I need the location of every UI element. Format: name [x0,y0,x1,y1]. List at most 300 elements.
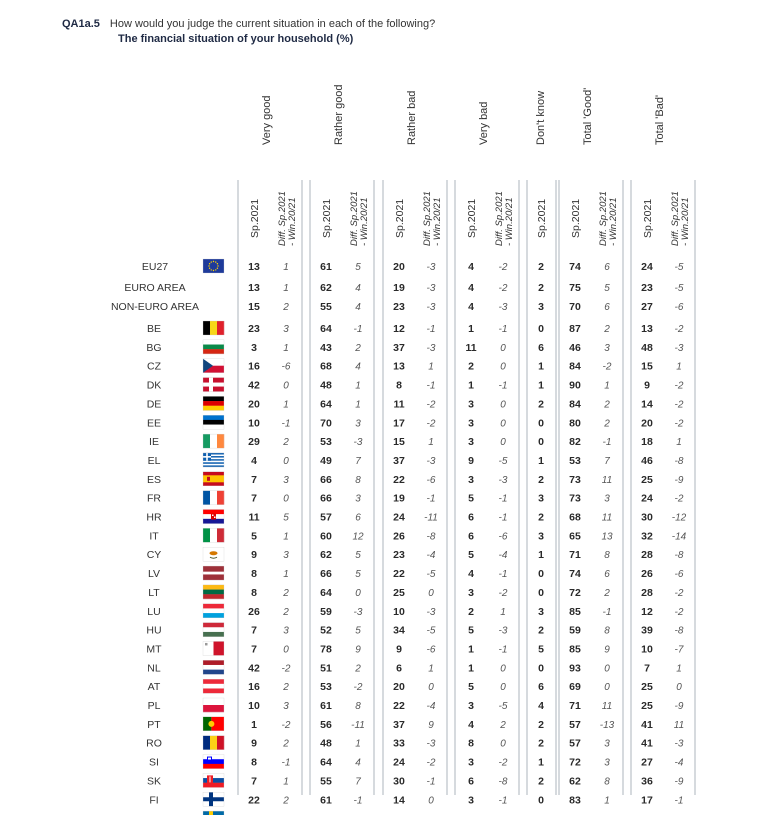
row-label: CY [146,549,162,562]
cell-value: 29 [248,436,260,449]
row-label: CZ [147,360,161,373]
cell-value: 61 [320,261,332,273]
cell-diff: 9 [428,719,434,731]
cell-value: 82 [569,436,581,449]
cell-diff: 1 [428,663,434,675]
cell-value: 87 [569,323,581,335]
cell-value: 3 [468,398,474,411]
flag-sk-icon [203,773,224,787]
row-label: SK [146,775,162,788]
column-group-label: Rather good [333,84,345,145]
cell-value: 0 [538,794,544,807]
cell-value: 26 [641,568,653,581]
cell-diff: -9 [674,776,684,788]
cell-diff: 6 [604,262,610,273]
cell-value: 71 [569,700,581,712]
subheader-value-label: Sp.2021 [570,198,582,238]
row-label: NL [147,662,161,675]
cell-diff: -4 [426,550,436,562]
row-label: SI [149,756,159,769]
subheader-diff-label: Diff. Sp.2021 [277,191,288,246]
cell-diff: -2 [498,262,508,273]
cell-diff: 2 [283,606,289,618]
flag-ie-icon [203,434,224,448]
table-row [147,323,684,335]
cell-value: 52 [320,624,332,637]
flag-el-icon [203,453,224,467]
row-label: BE [146,323,162,335]
cell-diff: 5 [355,262,361,273]
cell-value: 4 [468,568,474,581]
subheader-value-label: Sp.2021 [249,198,261,238]
cell-value: 69 [569,681,581,694]
cell-value: 24 [393,511,405,524]
cell-diff: 1 [355,380,361,392]
row-label: EE [146,417,162,430]
cell-value: 64 [320,586,332,599]
cell-diff: 2 [500,719,506,731]
cell-diff: -11 [424,512,438,524]
cell-diff: -3 [426,262,436,273]
cell-diff: -8 [426,531,436,543]
cell-diff: 0 [428,795,434,807]
cell-diff: 6 [355,512,361,524]
cell-diff: -3 [426,302,436,313]
cell-diff: 1 [604,795,610,807]
cell-value: 1 [468,323,474,335]
cell-diff: 2 [283,587,289,599]
flag-de-icon [203,396,224,410]
cell-diff: 7 [355,776,361,788]
cell-diff: -6 [426,644,436,656]
cell-diff: 3 [283,625,289,637]
cell-value: 39 [641,624,653,637]
cell-value: 48 [320,379,332,392]
cell-diff: 3 [283,550,289,562]
cell-value: 62 [569,775,581,788]
cell-value: 84 [569,360,581,373]
cell-diff: -6 [674,302,684,313]
cell-diff: -8 [674,625,684,637]
table-row [147,549,684,561]
cell-diff: 2 [283,302,289,313]
cell-diff: 6 [604,569,610,581]
cell-value: 1 [538,360,544,373]
cell-diff: 2 [355,342,361,354]
cell-diff: -1 [602,437,612,449]
cell-value: 72 [569,756,581,769]
cell-value: 46 [641,454,653,467]
cell-value: 2 [468,605,474,618]
cell-value: 25 [641,473,653,486]
cell-diff: 0 [676,682,682,694]
cell-value: 13 [393,360,405,373]
cell-diff: 0 [283,380,289,392]
cell-diff: 4 [355,302,361,313]
cell-value: 75 [569,282,581,294]
cell-diff: 3 [604,493,610,505]
cell-diff: 1 [283,531,289,543]
subheader-value-label: Sp.2021 [536,198,548,238]
cell-value: 4 [538,700,544,712]
cell-diff: 1 [428,437,434,449]
cell-diff: -6 [281,361,291,373]
cell-diff: -2 [674,380,684,392]
cell-value: 23 [248,323,260,335]
cell-value: 2 [538,282,544,294]
cell-diff: 8 [604,625,610,637]
cell-value: 0 [538,662,544,675]
cell-value: 65 [569,530,581,543]
table-row [146,512,686,524]
cell-diff: 13 [601,531,613,543]
cell-value: 61 [320,794,332,807]
cell-value: 5 [468,492,474,505]
row-label: LV [147,568,161,581]
flag-pt-icon [203,717,224,731]
subheader-diff-label: Diff. Sp.2021 [349,191,360,246]
question-subtitle: The financial situation of your household (%) [118,33,354,45]
cell-value: 33 [393,737,405,750]
cell-diff: -6 [426,474,436,486]
cell-value: 70 [320,417,332,430]
subheader-diff-label-2: - Win.20/21 [680,197,691,246]
cell-diff: 3 [604,757,610,769]
cell-value: 1 [468,379,474,392]
cell-value: 19 [393,282,405,294]
flag-nl-icon [203,660,224,674]
cell-value: 14 [393,794,405,807]
cell-value: 57 [320,511,332,524]
cell-diff: 1 [355,738,361,750]
cell-diff: -1 [498,512,508,524]
cell-diff: 8 [604,776,610,788]
cell-diff: 5 [355,625,361,637]
cell-diff: -1 [602,606,612,618]
cell-value: 13 [641,323,653,335]
cell-value: 56 [320,718,332,731]
cell-value: 5 [251,530,257,543]
cell-value: 22 [393,473,405,486]
cell-value: 53 [320,681,332,694]
cell-diff: 1 [676,663,682,675]
cell-value: 9 [251,549,257,562]
cell-diff: -3 [498,625,508,637]
table-row [146,342,683,354]
cell-diff: 5 [355,569,361,581]
cell-value: 7 [251,624,257,637]
cell-value: 10 [248,700,260,712]
cell-diff: -1 [426,380,436,392]
cell-diff: -2 [498,757,508,769]
cell-value: 59 [569,624,581,637]
cell-value: 37 [393,718,405,731]
cell-value: 20 [393,681,405,694]
row-label: EU27 [141,261,169,273]
cell-value: 3 [468,473,474,486]
table-row [147,417,684,429]
cell-diff: 3 [283,474,289,486]
cell-diff: 6 [604,302,610,313]
subheader-value-label: Sp.2021 [394,198,406,238]
cell-value: 13 [248,282,260,294]
flag-dk-icon [203,378,224,392]
cell-value: 66 [320,473,332,486]
row-label: HR [146,511,162,524]
cell-value: 48 [641,341,653,354]
cell-diff: -4 [674,757,684,769]
column-group-label: Very bad [478,101,490,145]
cell-value: 3 [251,341,257,354]
flag-be-icon [203,321,224,335]
row-label: NON-EURO AREA [110,301,200,313]
cell-value: 9 [251,737,257,750]
cell-value: 57 [569,737,581,750]
cell-value: 19 [393,492,405,505]
cell-value: 0 [538,417,544,430]
cell-diff: 4 [355,283,361,294]
cell-value: 70 [569,301,581,313]
cell-diff: 11 [601,512,613,524]
cell-diff: -6 [674,569,684,581]
cell-diff: 2 [283,738,289,750]
cell-value: 7 [251,643,257,656]
cell-value: 6 [468,775,474,788]
cell-diff: 1 [283,283,289,294]
cell-value: 1 [468,662,474,675]
cell-diff: -3 [353,606,363,618]
cell-diff: -1 [498,569,508,581]
cell-value: 15 [248,301,260,313]
cell-value: 2 [538,737,544,750]
cell-value: 24 [641,492,653,505]
flag-pl-icon [203,698,224,712]
cell-diff: -1 [281,418,291,430]
table-row [148,681,683,693]
cell-diff: 0 [500,437,506,449]
cell-diff: -3 [426,738,436,750]
table-row [147,398,684,410]
cell-value: 23 [393,549,405,562]
cell-value: 41 [641,737,653,750]
cell-value: 30 [393,775,405,788]
row-label: IE [149,436,159,449]
cell-value: 68 [320,360,332,373]
cell-diff: 0 [283,455,289,467]
cell-value: 90 [569,379,581,392]
cell-value: 2 [538,511,544,524]
cell-diff: -5 [674,262,684,273]
cell-diff: -1 [281,757,291,769]
row-label: HU [146,624,162,637]
cell-diff: 11 [601,474,613,486]
cell-value: 5 [468,549,474,562]
subheader-diff-label-2: - Win.20/21 [432,197,443,246]
cell-diff: -6 [498,531,508,543]
cell-value: 84 [569,398,581,411]
cell-diff: 1 [283,776,289,788]
cell-value: 60 [320,530,332,543]
cell-value: 8 [468,737,474,750]
flag-fr-icon [203,491,224,505]
flag-se-icon [203,811,224,815]
cell-value: 14 [641,398,653,411]
row-label: BG [146,341,162,354]
cell-diff: 8 [604,550,610,562]
cell-value: 4 [468,718,474,731]
cell-value: 0 [538,586,544,599]
cell-value: 15 [641,360,653,373]
cell-diff: -3 [426,283,436,294]
subheader-diff-label: Diff. Sp.2021 [422,191,433,246]
cell-value: 1 [468,643,474,656]
cell-diff: 1 [355,399,361,411]
cell-value: 0 [538,323,544,335]
flag-si-icon [203,755,224,769]
cell-diff: 0 [500,682,506,694]
cell-value: 8 [251,756,257,769]
cell-value: 8 [251,586,257,599]
cell-diff: 5 [604,283,610,294]
cell-diff: 8 [355,701,361,712]
column-group-label: Don't know [535,90,547,145]
cell-diff: 1 [604,380,610,392]
cell-diff: 2 [604,324,610,335]
cell-diff: 0 [283,493,289,505]
cell-value: 26 [248,605,260,618]
row-label: DE [146,398,162,411]
question-code: QA1a.5 [62,18,100,30]
cell-value: 73 [569,492,581,505]
cell-value: 20 [641,417,653,430]
subheader-diff-label: Diff. Sp.2021 [598,191,609,246]
cell-value: 3 [538,492,544,505]
cell-diff: 0 [500,663,506,675]
row-label: MT [146,643,162,656]
subheader-value-label: Sp.2021 [321,198,333,238]
cell-value: 25 [641,700,653,712]
flag-ee-icon [203,415,224,429]
cell-value: 3 [468,794,474,807]
cell-value: 26 [393,530,405,543]
cell-value: 32 [641,530,653,543]
cell-diff: -5 [498,455,508,467]
cell-value: 83 [569,794,581,807]
cell-value: 2 [538,775,544,788]
table-row [111,301,684,313]
cell-diff: 7 [604,455,610,467]
cell-value: 15 [393,436,405,449]
cell-diff: 1 [500,606,506,618]
cell-value: 24 [641,261,653,273]
table-row [146,643,683,655]
flag-mt-icon [203,641,224,655]
cell-value: 17 [393,417,405,430]
flag-bg-icon [203,340,224,354]
cell-value: 42 [248,379,260,392]
cell-value: 13 [248,261,260,273]
cell-diff: 3 [283,701,289,712]
cell-diff: -7 [674,644,684,656]
flag-lu-icon [203,604,224,618]
cell-value: 42 [248,662,260,675]
subheader-diff-label-2: - Win.20/21 [504,197,515,246]
row-label: LT [148,586,160,599]
cell-value: 1 [538,379,544,392]
cell-diff: 9 [604,644,610,656]
cell-diff: 3 [355,418,361,430]
column-group-label: Rather bad [406,90,418,145]
cell-diff: 5 [355,550,361,562]
cell-diff: 0 [604,663,610,675]
subheader-diff-label: Diff. Sp.2021 [670,191,681,246]
cell-diff: 0 [500,418,506,430]
cell-value: 74 [569,261,581,273]
cell-diff: 12 [352,531,364,543]
table-row [147,361,682,373]
table-row [149,757,684,769]
cell-diff: 1 [283,262,289,273]
cell-diff: -1 [674,795,684,807]
cell-diff: 5 [283,512,289,524]
cell-diff: 2 [283,682,289,694]
cell-diff: 9 [355,644,361,656]
cell-value: 2 [538,718,544,731]
column-group-label: Total 'Bad' [654,94,666,145]
cell-value: 5 [468,681,474,694]
row-label: FI [149,794,159,807]
row-label: AT [147,681,161,694]
cell-value: 1 [538,454,544,467]
cell-diff: -1 [498,644,508,656]
cell-diff: -1 [498,380,508,392]
cell-value: 46 [569,341,581,354]
cell-value: 2 [538,398,544,411]
cell-value: 51 [320,662,332,675]
cell-value: 6 [538,681,544,694]
cell-diff: -3 [426,455,436,467]
cell-diff: -3 [674,342,684,354]
column-group-label: Very good [261,95,273,145]
subheader-diff-label-2: - Win.20/21 [359,197,370,246]
question-text: How would you judge the current situation in each of the following? [109,18,436,30]
cell-value: 22 [393,700,405,712]
cell-value: 11 [248,511,260,524]
cell-diff: 0 [283,644,289,656]
row-label: IT [149,530,159,543]
cell-value: 64 [320,398,332,411]
cell-diff: -2 [281,719,291,731]
cell-diff: 4 [355,757,361,769]
cell-value: 23 [641,282,653,294]
cell-value: 10 [393,605,405,618]
row-label: RO [146,737,162,750]
column-group-label: Total 'Good' [582,87,594,145]
cell-diff: -2 [674,493,684,505]
cell-value: 27 [641,301,653,313]
cell-value: 17 [641,794,653,807]
cell-value: 48 [320,737,332,750]
cell-diff: -1 [426,324,436,335]
row-label: EURO AREA [124,282,186,294]
table-row [147,380,684,392]
cell-diff: -3 [498,302,508,313]
cell-diff: 3 [283,324,289,335]
cell-diff: -8 [674,550,684,562]
table-row [147,719,684,731]
table-row [146,738,684,750]
cell-diff: -1 [426,776,436,788]
